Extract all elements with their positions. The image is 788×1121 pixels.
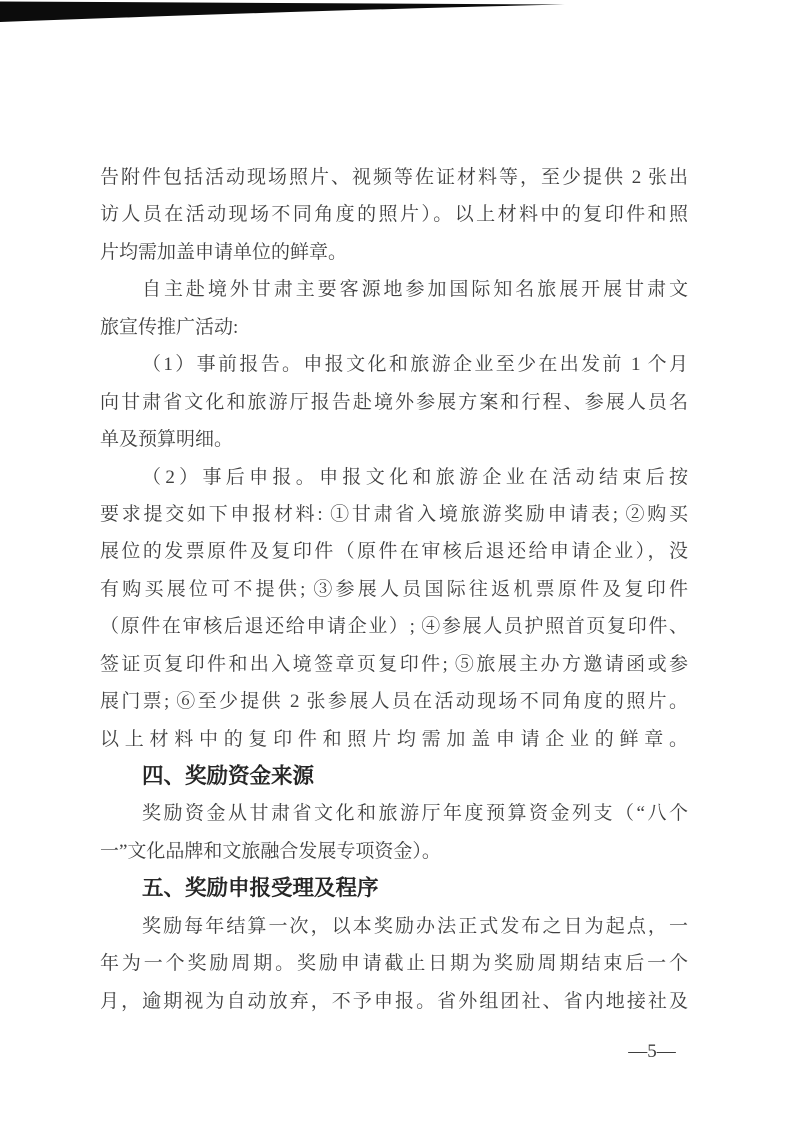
text-line: 告附件包括活动现场照片、视频等佐证材料等，至少提供 2 张出 — [100, 167, 688, 188]
section-heading: 四、奖励资金来源 — [142, 764, 315, 788]
text-line: 旅宣传推广活动: — [100, 316, 239, 338]
text-line: 月，逾期视为自动放弃，不予申报。省外组团社、省内地接社及 — [100, 990, 688, 1012]
text-line: （原件在审核后退还给申请企业）; ④参展人员护照首页复印件、 — [100, 616, 688, 638]
text-line: 访人员在活动现场不同角度的照片）。以上材料中的复印件和照 — [100, 204, 688, 226]
text-line: 要求提交如下申报材料: ①甘肃省入境旅游奖励申请表; ②购买 — [100, 503, 688, 525]
text-line: 片均需加盖申请单位的鲜章。 — [100, 241, 348, 263]
text-line: 单及预算明细。 — [100, 429, 234, 451]
text-line: 奖励每年结算一次，以本奖励办法正式发布之日为起点，一 — [142, 915, 688, 937]
text-line: 自主赴境外甘肃主要客源地参加国际知名旅展开展甘肃文 — [142, 279, 688, 301]
text-line: 展位的发票原件及复印件（原件在审核后退还给申请企业），没 — [100, 541, 688, 563]
text-line: 一”文化品牌和文旅融合发展专项资金）。 — [100, 840, 441, 862]
document-body — [100, 159, 688, 1020]
text-line: 有购买展位可不提供; ③参展人员国际往返机票原件及复印件 — [100, 578, 688, 600]
text-line: （2）事后申报。申报文化和旅游企业在活动结束后按 — [142, 466, 688, 488]
section-heading: 五、奖励申报受理及程序 — [142, 876, 379, 901]
text-line: （1）事前报告。申报文化和旅游企业至少在出发前 1 个月 — [142, 354, 688, 376]
text-line: 以上材料中的复印件和照片均需加盖申请企业的鲜章。 — [100, 728, 688, 750]
text-line: 向甘肃省文化和旅游厅报告赴境外参展方案和行程、参展人员名 — [100, 391, 688, 413]
text-line: 展门票; ⑥至少提供 2 张参展人员在活动现场不同角度的照片。 — [100, 691, 688, 713]
scan-artifact-top — [0, 0, 788, 30]
page-number: —5— — [628, 1041, 676, 1062]
text-line: 签证页复印件和出入境签章页复印件; ⑤旅展主办方邀请函或参 — [100, 653, 688, 675]
text-line: 奖励资金从甘肃省文化和旅游厅年度预算资金列支（“八个 — [142, 803, 688, 825]
scan-artifact-shape — [0, 2, 565, 23]
text-line: 年为一个奖励周期。奖励申请截止日期为奖励周期结束后一个 — [100, 953, 688, 975]
